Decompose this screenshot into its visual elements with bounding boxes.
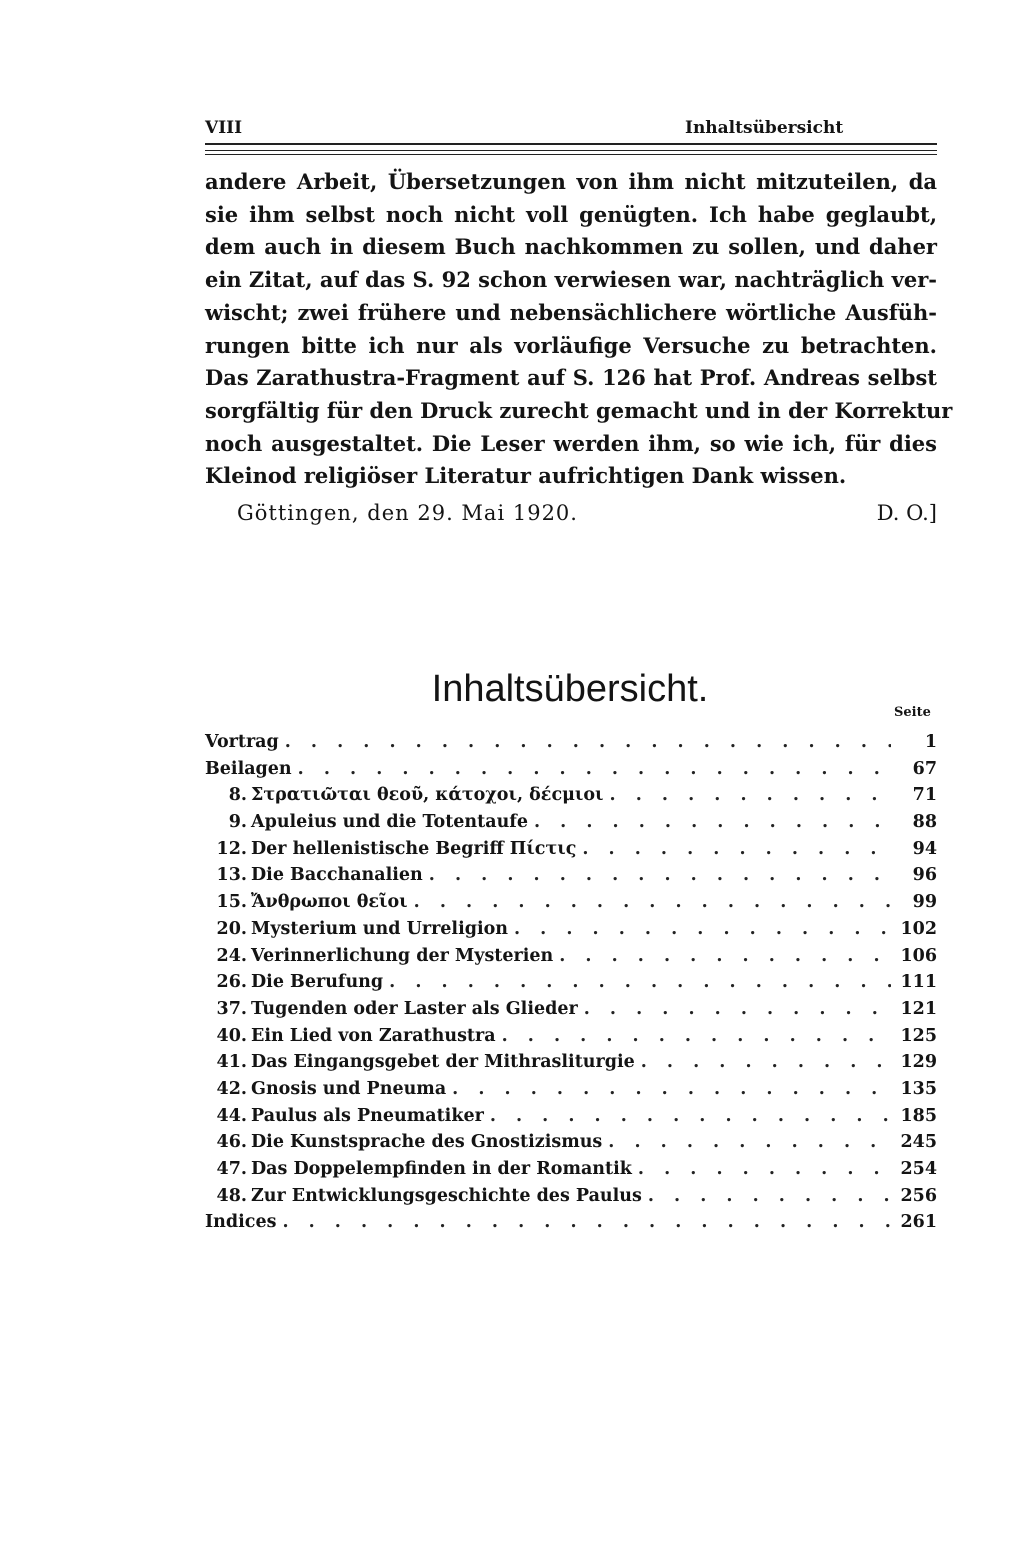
entry-page: 99 <box>912 892 937 913</box>
entry-number: 8. <box>228 785 247 806</box>
entry-number: 9. <box>228 812 247 833</box>
entry-page: 261 <box>900 1212 937 1233</box>
entry-label: Der hellenistische Begriff Πίcτις <box>251 838 577 859</box>
entry-page: 121 <box>900 998 937 1019</box>
entry-page: 185 <box>900 1105 937 1126</box>
entry-number: 24. <box>216 945 247 966</box>
text-line: sorgfältig für den Druck zurecht gemacht und in der Korrektur <box>205 397 953 423</box>
entry-label: Das Doppelempfinden in der Romantik <box>251 1159 632 1179</box>
dot-leader <box>292 756 891 783</box>
entry-page: 88 <box>912 812 937 833</box>
entry-number: 46. <box>216 1132 247 1153</box>
toc-entry <box>205 969 937 996</box>
entry-number: 47. <box>216 1159 247 1179</box>
toc-entry <box>205 1209 937 1236</box>
dot-leader <box>528 809 891 836</box>
toc-entry <box>205 1183 937 1210</box>
entry-label: Zur Entwicklungsgeschichte des Paulus <box>251 1185 642 1206</box>
dot-leader <box>602 1129 891 1156</box>
toc-entry <box>205 1103 937 1130</box>
entry-number: 12. <box>216 838 247 859</box>
table-of-contents <box>205 729 937 1236</box>
signature-line <box>237 501 937 525</box>
text-line: Kleinod religiöser Literatur aufrichtigen Dank wissen. <box>205 463 847 489</box>
toc-entry <box>205 889 937 916</box>
entry-page: 67 <box>912 758 937 779</box>
text-line: dem auch in diesem Buch nachkommen zu sollen, und daher <box>205 234 937 260</box>
entry-number: 13. <box>216 865 247 886</box>
entry-page: 125 <box>900 1025 937 1046</box>
header-rule-double-top <box>205 150 937 151</box>
toc-title: Inhaltsübersicht. <box>431 668 709 710</box>
dot-leader <box>576 836 891 863</box>
entry-label: Mysterium und Urreligion <box>251 918 508 939</box>
toc-entry <box>205 782 937 809</box>
dot-leader <box>408 889 891 916</box>
entry-number: 44. <box>216 1105 247 1126</box>
text-line: noch ausgestaltet. Die Leser werden ihm, so wie ich, für dies <box>205 430 937 456</box>
dot-leader <box>423 862 891 889</box>
entry-number: 20. <box>216 918 247 939</box>
place-date: Göttingen, den 29. Mai 1920. <box>237 501 578 525</box>
entry-page: 1 <box>924 732 937 752</box>
text-line: Das Zarathustra-Fragment auf S. 126 hat Prof. Andreas selbst <box>205 365 937 391</box>
entry-number: 40. <box>216 1025 247 1046</box>
dot-leader <box>276 1209 891 1236</box>
entry-label: Ein Lied von Zarathustra <box>251 1025 496 1046</box>
entry-label: Gnosis und Pneuma <box>251 1078 447 1099</box>
entry-number: 42. <box>216 1078 247 1099</box>
toc-entry <box>205 1129 937 1156</box>
entry-label: Das Eingangsgebet der Mithrasliturgie <box>251 1052 635 1073</box>
text-line: rungen bitte ich nur als vorläufige Versuche zu betrachten. <box>205 332 937 358</box>
dot-leader <box>632 1156 891 1183</box>
toc-entry <box>205 1023 937 1050</box>
entry-page: 256 <box>900 1185 937 1206</box>
text-line: ein Zitat, auf das S. 92 schon verwiesen war, nachträglich ver- <box>205 267 937 293</box>
entry-page: 96 <box>912 865 937 886</box>
entry-label: Στρατιῶται θεοῦ, κάτοχοι, δέcμιοι <box>251 785 604 806</box>
running-header <box>205 118 937 142</box>
entry-label: Verinnerlichung der Mysterien <box>251 945 554 966</box>
entry-page: 106 <box>900 945 937 966</box>
entry-page: 245 <box>900 1132 937 1153</box>
dot-leader <box>604 782 891 809</box>
entry-number: 37. <box>216 998 247 1019</box>
entry-label: Die Berufung <box>251 972 384 993</box>
dot-leader <box>279 729 891 756</box>
text-line: andere Arbeit, Übersetzungen von ihm nicht mitzuteilen, da <box>205 169 937 194</box>
toc-entry <box>205 1076 937 1103</box>
preface-text <box>205 166 953 493</box>
dot-leader <box>578 996 891 1023</box>
running-title: Inhaltsübersicht <box>685 118 844 138</box>
header-rule-double-bottom <box>205 154 937 155</box>
entry-number: 41. <box>216 1052 247 1073</box>
toc-entry <box>205 729 937 756</box>
entry-label: Indices <box>205 1212 277 1233</box>
toc-entry <box>205 996 937 1023</box>
toc-entry <box>205 836 937 863</box>
text-line: sie ihm selbst noch nicht voll genügten. Ich habe geglaubt, <box>205 201 937 227</box>
dot-leader <box>446 1076 891 1103</box>
entry-label: Tugenden oder Laster als Glieder <box>251 998 578 1019</box>
toc-entry <box>205 916 937 943</box>
toc-entry <box>205 756 937 783</box>
dot-leader <box>635 1049 891 1076</box>
toc-entry <box>205 943 937 970</box>
page-number: VIII <box>205 118 243 138</box>
entry-label: Die Kunstsprache des Gnostizismus <box>251 1132 603 1153</box>
dot-leader <box>484 1103 891 1130</box>
entry-page: 71 <box>912 785 937 806</box>
entry-label: Die Bacchanalien <box>251 865 423 886</box>
header-rule <box>205 143 937 145</box>
entry-label: Vortrag <box>205 732 279 752</box>
text-line: wischt; zwei frühere und nebensächlichere wörtliche Ausfüh- <box>205 299 937 325</box>
entry-label: Ἄνθρωποι θεῖοι <box>251 892 408 913</box>
entry-page: 135 <box>900 1078 937 1099</box>
toc-entry <box>205 1156 937 1183</box>
entry-label: Beilagen <box>205 758 292 779</box>
dot-leader <box>553 943 891 970</box>
entry-page: 94 <box>912 838 937 859</box>
entry-page: 102 <box>900 918 937 939</box>
entry-label: Paulus als Pneumatiker <box>251 1105 484 1126</box>
entry-label: Apuleius und die Totentaufe <box>251 812 528 833</box>
entry-number: 48. <box>216 1185 247 1206</box>
entry-page: 111 <box>900 972 937 993</box>
page-column-label: Seite <box>894 705 931 720</box>
entry-page: 129 <box>900 1052 937 1073</box>
toc-entry <box>205 1049 937 1076</box>
entry-page: 254 <box>900 1159 937 1179</box>
dot-leader <box>642 1183 891 1210</box>
dot-leader <box>508 916 891 943</box>
dot-leader <box>383 969 891 996</box>
toc-entry <box>205 809 937 836</box>
entry-number: 26. <box>216 972 247 993</box>
initials: D. O.] <box>876 501 937 525</box>
dot-leader <box>496 1023 891 1050</box>
entry-number: 15. <box>216 892 247 913</box>
toc-entry <box>205 862 937 889</box>
